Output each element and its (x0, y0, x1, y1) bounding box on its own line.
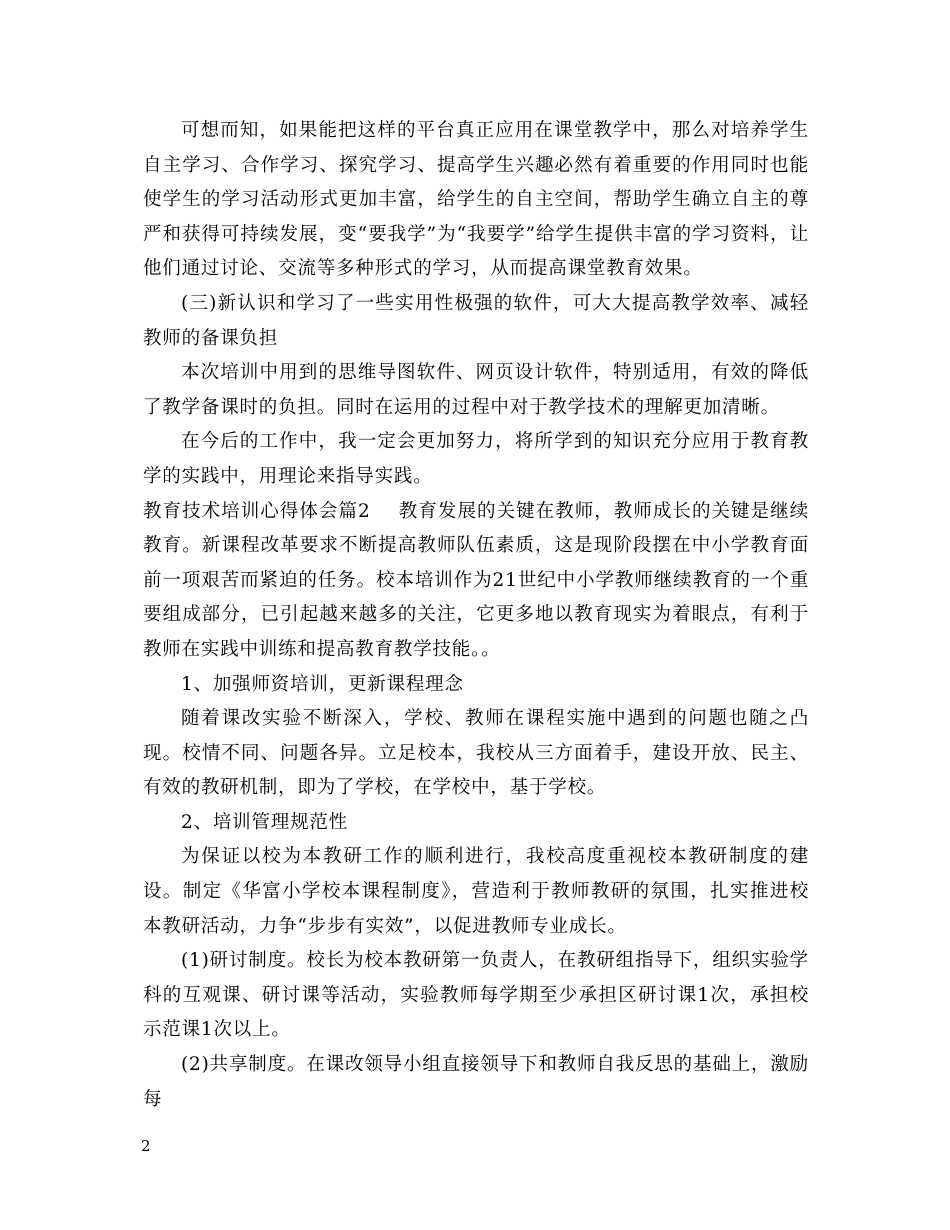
document-body (143, 114, 809, 1117)
page-number: 2 (141, 1137, 151, 1155)
paragraph-sharing-system: (2)共享制度。在课改领导小组直接领导下和教师自我反思的基础上，激励每 (143, 1054, 809, 1110)
paragraph-software-heading: (三)新认识和学习了一些实用性极强的软件，可大大提高教学效率、减轻教师的备课负担 (143, 292, 809, 349)
section-heading-teacher-training: 1、加强师资培训，更新课程理念 (181, 673, 464, 695)
article-intro-text: 教育发展的关键在教师，教师成长的关键是继续教育。新课程改革要求不断提高教师队伍素质，这是现阶段摆在中小学教育面前一项艰苦而紧迫的任务。校本培训作为21世纪中小学教师继续教育的一个重要组成部分，已引起越来越多的关注，它更多地以教育现实为着眼点，有利于教师在实践中训练和提高教育教学技能。。 (143, 500, 809, 660)
paragraph-curriculum-reform: 随着课改实验不断深入，学校、教师在课程实施中遇到的问题也随之凸现。校情不同、问题各异。立足校本，我校从三方面着手，建设开放、民主、有效的教研机制，即为了学校，在学校中，基于学校。 (143, 708, 809, 799)
paragraph-article-intro (143, 495, 809, 668)
section-heading-management: 2、培训管理规范性 (181, 811, 348, 833)
paragraph-seminar-system: (1)研讨制度。校长为校本教研第一负责人，在教研组指导下，组织实验学科的互观课、研讨课等活动，实验教师每学期至少承担区研讨课1次，承担校示范课1次以上。 (143, 950, 809, 1041)
paragraph-platform-benefits: 可想而知，如果能把这样的平台真正应用在课堂教学中，那么对培养学生自主学习、合作学习、探究学习、提高学生兴趣必然有着重要的作用同时也能使学生的学习活动形式更加丰富，给学生的自主空间，帮助学生确立自主的尊严和获得可持续发展，变“要我学”为“我要学”给学生提供丰富的学习资料，让他们通过讨论、交流等多种形式的学习，从而提高课堂教育效果。 (143, 120, 809, 280)
paragraph-research-system: 为保证以校为本教研工作的顺利进行，我校高度重视校本教研制度的建设。制定《华富小学校本课程制度》，营造利于教师教研的氛围，扎实推进校本教研活动，力争“步步有实效”，以促进教师专业成长。 (143, 846, 809, 937)
paragraph-future-work: 在今后的工作中，我一定会更加努力，将所学到的知识充分应用于教育教学的实践中，用理论来指导实践。 (143, 431, 809, 487)
article-title: 教育技术培训心得体会篇2 (143, 500, 371, 522)
paragraph-software-details: 本次培训中用到的思维导图软件、网页设计软件，特别适用，有效的降低了教学备课时的负担。同时在运用的过程中对于教学技术的理解更加清晰。 (143, 362, 809, 418)
